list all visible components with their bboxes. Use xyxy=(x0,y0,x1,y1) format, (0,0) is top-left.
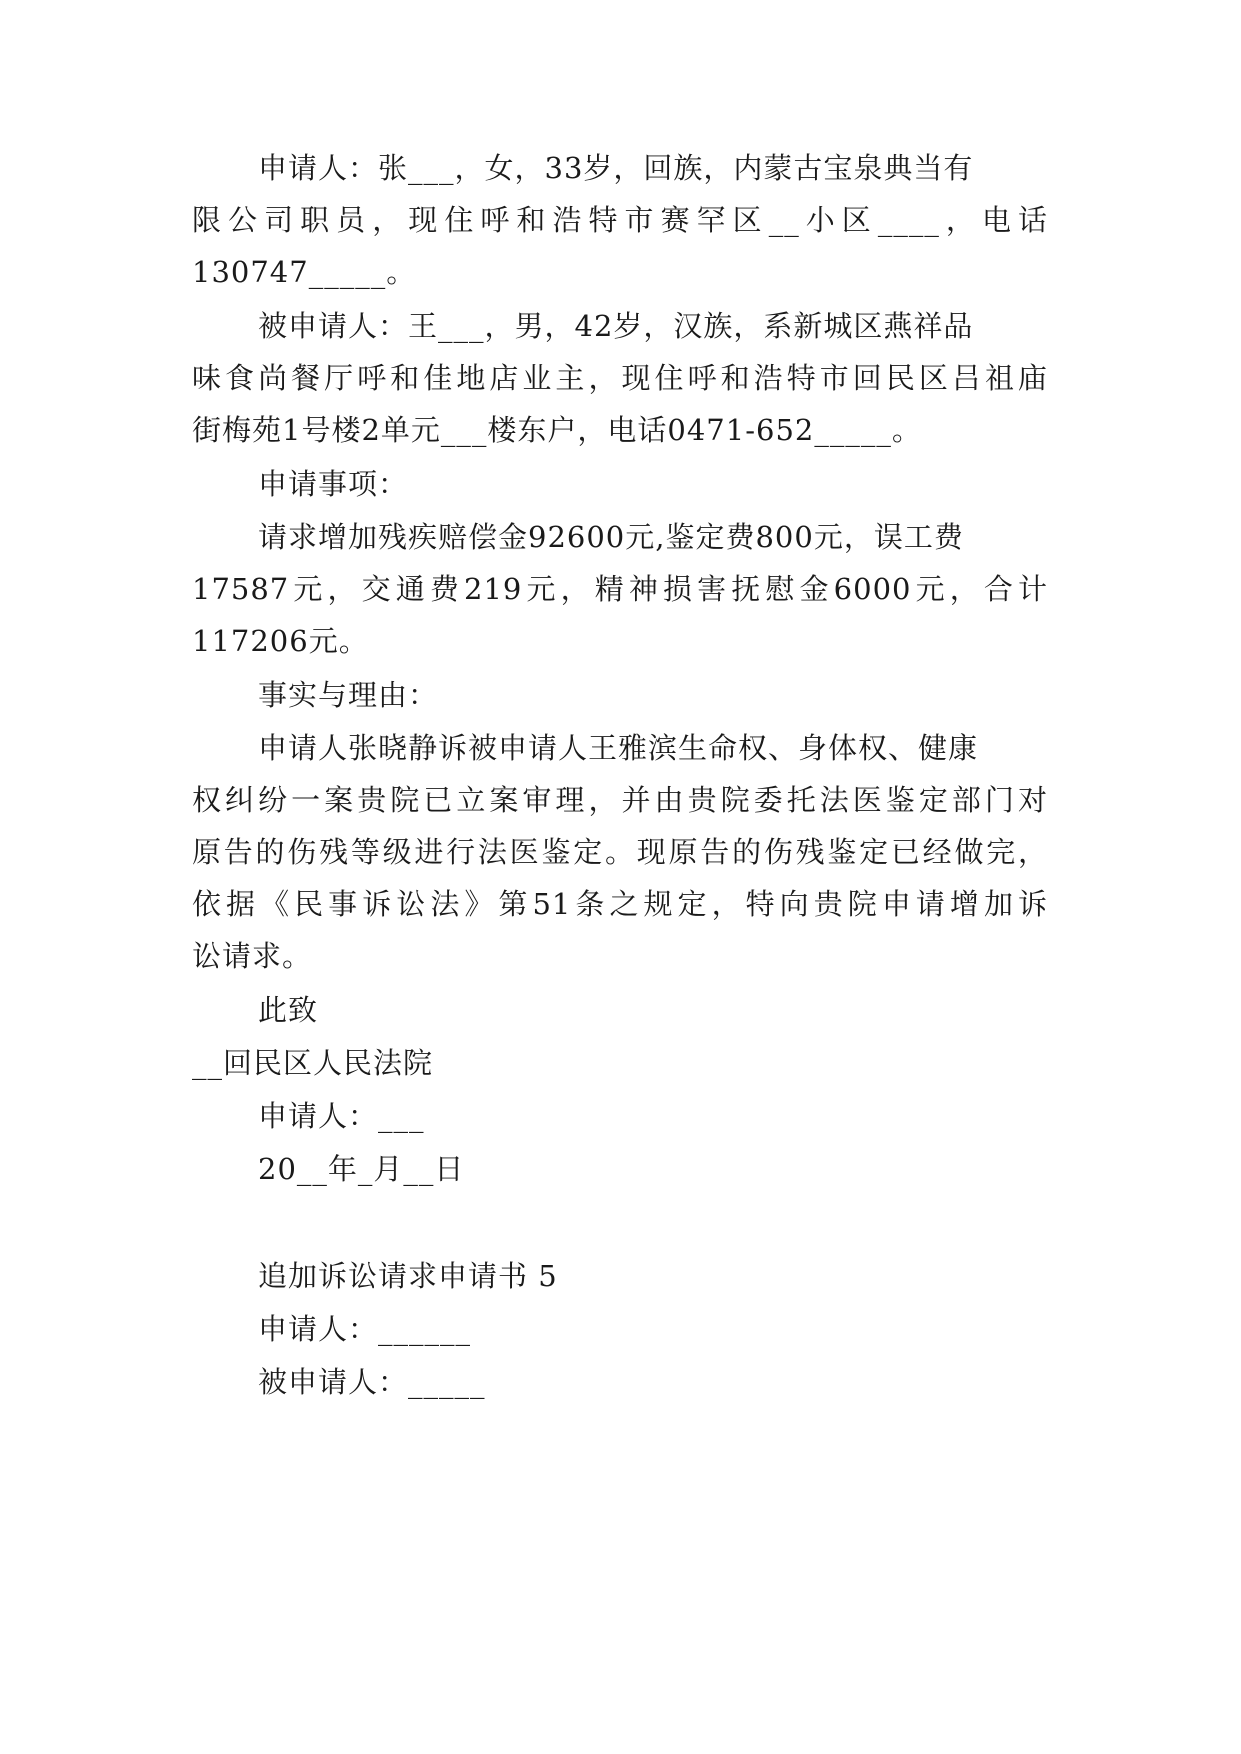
applicant-line-1: 申请人：张___，女，33岁，回族，内蒙古宝泉典当有 xyxy=(258,151,974,185)
respondent-line-1: 被申请人：王___，男，42岁，汉族，系新城区燕祥品 xyxy=(258,309,974,343)
date-line: 20__年_月__日 xyxy=(258,1152,465,1186)
section-heading-facts: 事实与理由： xyxy=(258,678,439,712)
facts-line-3: 原告的伤残等级进行法医鉴定。现原告的伤残鉴定已经做完， xyxy=(192,835,1048,869)
facts-line-2: 权纠纷一案贵院已立案审理，并由贵院委托法医鉴定部门对 xyxy=(192,783,1048,817)
respondent-line-3: 街梅苑1号楼2单元___楼东户，电话0471-652_____。 xyxy=(192,413,922,447)
applicant-line-3: 130747_____。 xyxy=(192,255,417,289)
facts-line-4: 依据《民事诉讼法》第51条之规定，特向贵院申请增加诉 xyxy=(192,887,1048,921)
next-document-title: 追加诉讼请求申请书 5 xyxy=(258,1259,558,1293)
signature-line: 申请人：___ xyxy=(258,1099,425,1133)
section-heading-items: 申请事项： xyxy=(258,467,409,501)
next-applicant-line: 申请人：______ xyxy=(258,1312,472,1346)
applicant-line-2: 限公司职员，现住呼和浩特市赛罕区__小区____，电话 xyxy=(192,203,1048,237)
salutation: 此致 xyxy=(258,993,319,1027)
facts-line-1: 申请人张晓静诉被申请人王雅滨生命权、身体权、健康 xyxy=(258,731,979,765)
court-name: __回民区人民法院 xyxy=(192,1046,434,1080)
respondent-line-2: 味食尚餐厅呼和佳地店业主，现住呼和浩特市回民区吕祖庙 xyxy=(192,361,1048,395)
claims-line-2: 17587元，交通费219元，精神损害抚慰金6000元，合计 xyxy=(192,572,1048,606)
next-respondent-line: 被申请人：_____ xyxy=(258,1365,486,1399)
claims-line-3: 117206元。 xyxy=(192,624,369,658)
facts-line-5: 讼请求。 xyxy=(192,939,313,973)
claims-line-1: 请求增加残疾赔偿金92600元,鉴定费800元，误工费 xyxy=(258,520,964,554)
